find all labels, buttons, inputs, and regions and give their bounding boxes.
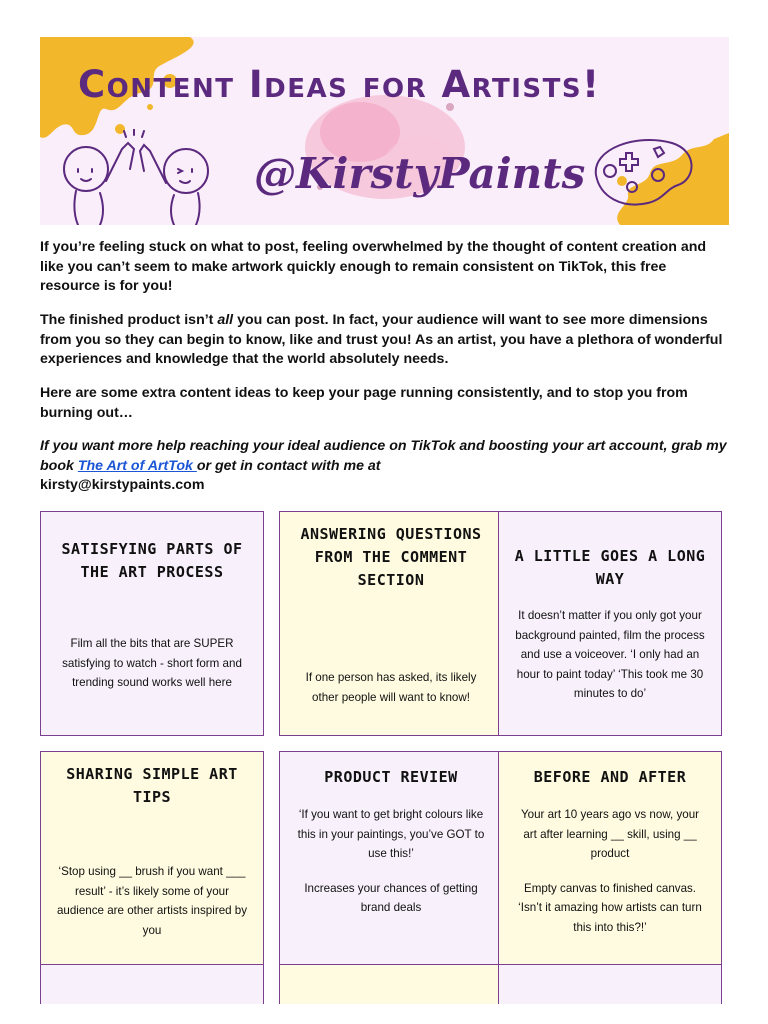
idea-card-7-partial [40,964,264,1004]
card-body [294,668,488,707]
idea-card-2 [279,511,503,736]
intro-paragraph-2 [40,311,730,370]
book-link[interactable]: The Art of ArtTok [77,457,197,474]
card-title: A LITTLE GOES A LONG WAY [514,547,706,588]
card-body-text: ‘If you want to get bright colours like this in your paintings, you’ve GOT to use this!’ [297,808,485,860]
page-title: Content Ideas for Artists! [78,63,601,106]
card-body [513,606,707,704]
card-body-text: If one person has asked, its likely other people will want to know! [305,671,477,704]
idea-card-5 [279,751,503,976]
card-body-text: Empty canvas to finished canvas. ‘Isn’t it amazing how artists can turn this into this?!’ [518,881,702,934]
card-body-text: ‘Stop using __ brush if you want ___ result’ - it’s likely some of your audience are other artists inspired by you [56,865,248,937]
card-body-text: Increases your chances of getting brand deals [304,881,478,914]
card-title: BEFORE AND AFTER [533,768,687,786]
idea-card-6 [498,751,722,976]
header-banner [40,37,729,225]
idea-card-3 [498,511,722,736]
intro-paragraph-1: If you’re feeling stuck on what to post, feeling overwhelmed by the thought of content creation and like you can’t seem to make artwork quickly enough to remain consistent on TikTok, this free resource is for you! [40,239,707,295]
intro-p2-text: The finished product isn’t [40,312,218,328]
card-title: ANSWERING QUESTIONS FROM THE COMMENT SECTION [300,525,482,589]
idea-card-9-partial [498,964,722,1004]
contact-email[interactable]: kirsty@kirstypaints.com [40,477,205,494]
palette-icon [586,135,698,211]
card-body [513,805,707,937]
intro-p4-text-end: or get in contact with me at [196,457,381,474]
idea-card-8-partial [279,964,503,1004]
card-title: SATISFYING PARTS OF THE ART PROCESS [61,540,243,581]
intro-paragraph-3: Here are some extra content ideas to keep your page running consistently, and to stop you from burning out… [40,385,688,421]
card-title: SHARING SIMPLE ART TIPS [66,765,238,806]
idea-card-1 [40,511,264,736]
card-body-text: It doesn’t matter if you only got your background painted, film the process and use a voiceover. ‘I only had an hour to paint today’ ‘This took me 30 minutes to do’ [515,609,705,700]
intro-p2-emphasis: all [217,312,234,328]
high-five-icon [56,129,216,225]
card-title: PRODUCT REVIEW [324,768,458,786]
brand-handle: @KirstyPaints [254,149,586,198]
intro-p4-text: If you want more help reaching your ideal audience on TikTok and boosting your art account, grab my book [40,438,727,474]
intro-p2-text-end: you can post. In fact, your audience will want to see more dimensions from you so they can begin to know, like and trust you! As an artist, you have a plethora of wonderful experiences and knowledge that the world absolutely needs. [40,312,723,368]
card-body [55,634,249,693]
card-body [55,862,249,940]
card-body-text: Your art 10 years ago vs now, your art after learning __ skill, using __ product [520,808,700,860]
card-body [294,805,488,918]
card-body-text: Film all the bits that are SUPER satisfying to watch - short form and trending sound works well here [62,637,242,689]
intro-paragraph-4 [40,437,730,496]
idea-card-4 [40,751,264,976]
